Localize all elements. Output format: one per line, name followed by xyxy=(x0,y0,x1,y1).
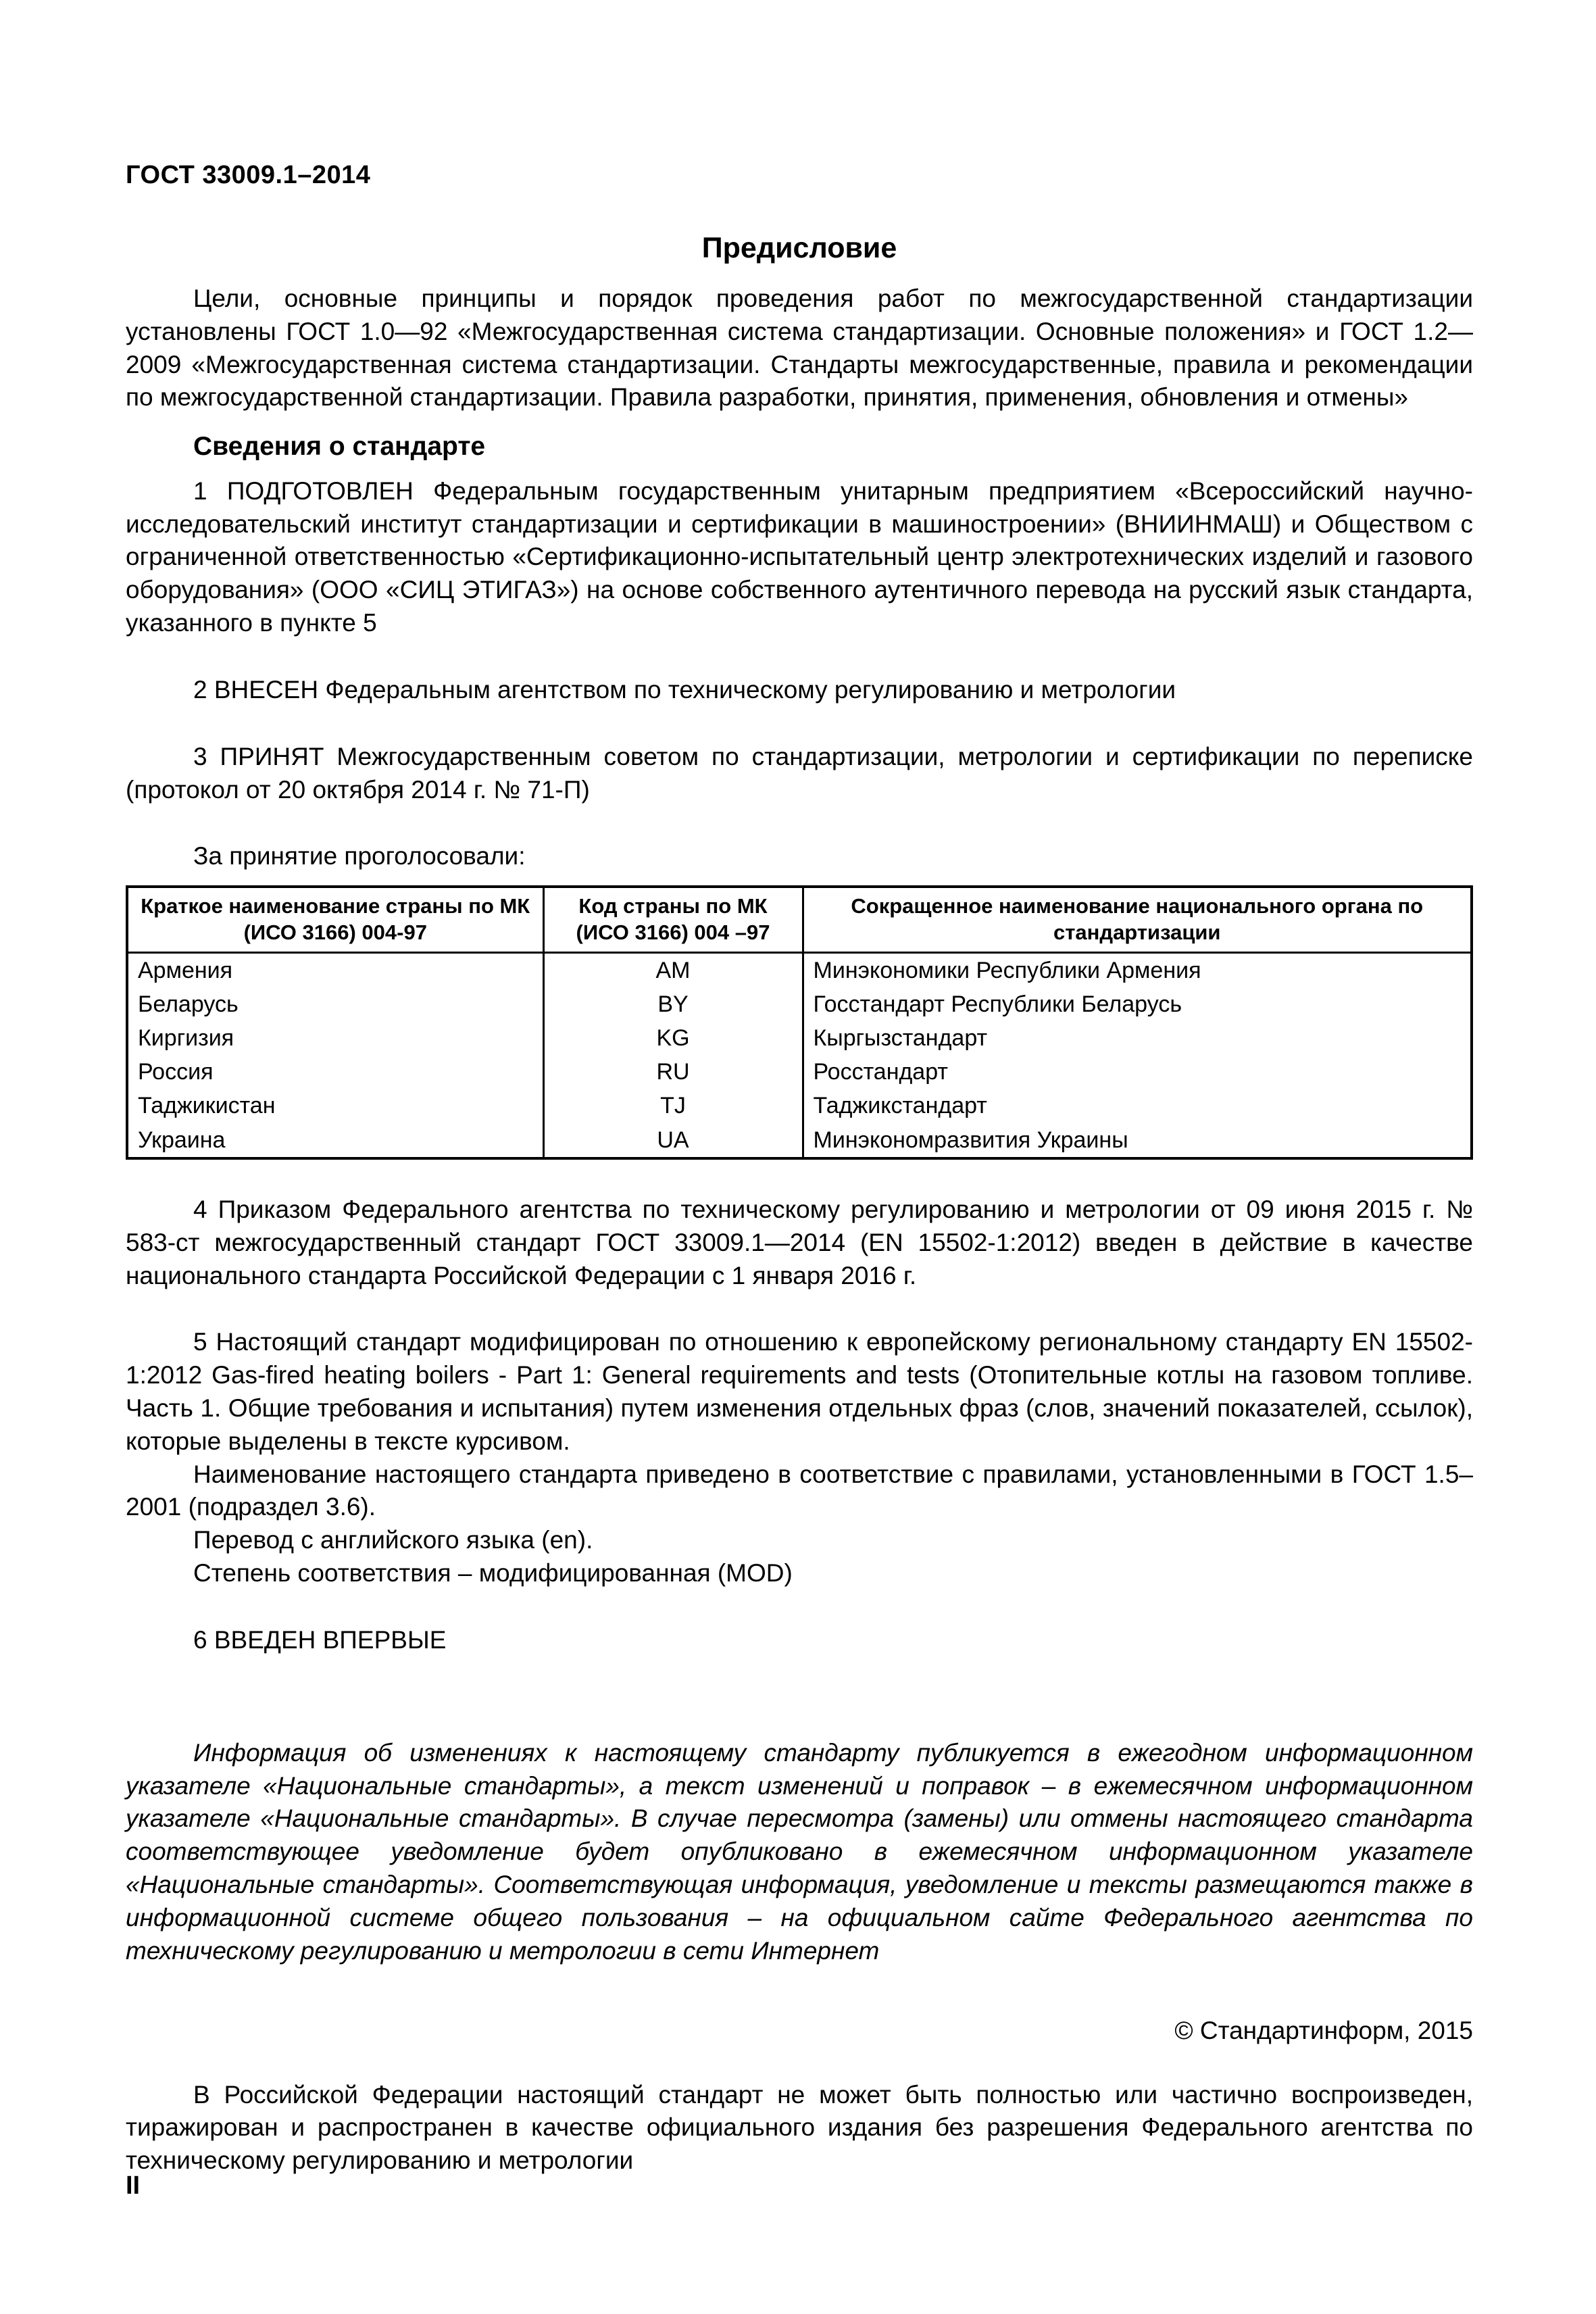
section-heading: Сведения о стандарте xyxy=(193,432,486,462)
cell-country: Украина xyxy=(127,1123,543,1158)
vote-lead: За принятие проголосовали: xyxy=(193,842,526,870)
cell-code: BY xyxy=(543,987,803,1021)
cell-body: Таджикстандарт xyxy=(803,1089,1472,1123)
col-header-national-body: Сокращенное наименование национального органа по стандартизации xyxy=(803,887,1472,952)
cell-body: Росстандарт xyxy=(803,1055,1472,1089)
table-row xyxy=(127,952,1472,987)
voting-table xyxy=(126,885,1473,1160)
cell-body: Минэкономразвития Украины xyxy=(803,1123,1472,1158)
col-header-country-code: Код страны по МК (ИСО 3166) 004 –97 xyxy=(543,887,803,952)
table-row xyxy=(127,1123,1472,1158)
changes-note: Информация об изменениях к настоящему стандарту публикуется в ежегодном информационном указателе «Национальные стандарты», а текст изменений и поправок – в ежемесячном информационном указателе «Национальные стандарты». В случае пересмотра (замены) или отмены настоящего стандарта соответствующее уведомление будет опубликовано в ежемесячном информационном указателе «Национальные стандарты». Соответствующая информация, уведомление и тексты размещаются также в информационной системе общего пользования – на официальном сайте Федерального агентства по техническому регулированию и метрологии в сети Интернет xyxy=(126,1738,1473,1965)
cell-body: Минэкономики Республики Армения xyxy=(803,952,1472,987)
paragraph-conformity-degree: Степень соответствия – модифицированная (MOD) xyxy=(193,1559,793,1587)
paragraph-first-introduced: 6 ВВЕДЕН ВПЕРВЫЕ xyxy=(193,1625,447,1654)
table-row xyxy=(127,987,1472,1021)
paragraph-order: 4 Приказом Федерального агентства по техническому регулированию и метрологии от 09 июня 2015 г. № 583-ст межгосударственный стандарт ГОСТ 33009.1—2014 (EN 15502-1:2012) введен в действие в качестве национального стандарта Российской Федерации с 1 января 2016 г. xyxy=(126,1195,1473,1289)
paragraph-prepared: 1 ПОДГОТОВЛЕН Федеральным государственным унитарным предприятием «Всероссийский научно-исследовательский институт стандартизации и сертификации в машиностроении» (ВНИИНМАШ) и Обществом с ограниченной ответственностью «Сертификационно-испытательный центр электротехнических изделий и газового оборудования» (ООО «СИЦ ЭТИГАЗ») на основе собственного аутентичного перевода на русский язык стандарта, указанного в пункте 5 xyxy=(126,476,1473,637)
cell-country: Таджикистан xyxy=(127,1089,543,1123)
page-number: II xyxy=(126,2171,141,2200)
cell-code: KG xyxy=(543,1021,803,1055)
copyright-line: © Стандартинформ, 2015 xyxy=(1174,2016,1473,2044)
cell-country: Киргизия xyxy=(127,1021,543,1055)
cell-country: Армения xyxy=(127,952,543,987)
table-row xyxy=(127,1021,1472,1055)
paragraph-translation: Перевод с английского языка (en). xyxy=(193,1526,593,1554)
cell-body: Госстандарт Республики Беларусь xyxy=(803,987,1472,1021)
table-row xyxy=(127,1055,1472,1089)
doc-number: ГОСТ 33009.1–2014 xyxy=(126,161,371,189)
table-row xyxy=(127,1089,1472,1123)
cell-code: RU xyxy=(543,1055,803,1089)
reproduction-notice: В Российской Федерации настоящий стандарт не может быть полностью или частично воспроизведен, тиражирован и распространен в качестве официального издания без разрешения Федерального агентства по техническому регулированию и метрологии xyxy=(126,2080,1473,2175)
paragraph-modified: 5 Настоящий стандарт модифицирован по отношению к европейскому региональному стандарту EN 15502-1:2012 Gas-fired heating boilers - Part 1: General requirements and tests (Отопительные котлы на газовом топливе. Часть 1. Общие требования и испытания) путем изменения отдельных фраз (слов, значений показателей, ссылок), которые выделены в тексте курсивом. xyxy=(126,1328,1473,1455)
paragraph-adopted: 3 ПРИНЯТ Межгосударственным советом по стандартизации, метрологии и сертификации по переписке (протокол от 20 октября 2014 г. № 71-П) xyxy=(126,742,1473,804)
table-header-row xyxy=(127,887,1472,952)
cell-country: Беларусь xyxy=(127,987,543,1021)
cell-code: UA xyxy=(543,1123,803,1158)
cell-code: TJ xyxy=(543,1089,803,1123)
paragraph-name-alignment: Наименование настоящего стандарта приведено в соответствие с правилами, установленными в ГОСТ 1.5–2001 (подраздел 3.6). xyxy=(126,1460,1473,1521)
paragraph-submitted: 2 ВНЕСЕН Федеральным агентством по техническому регулированию и метрологии xyxy=(193,675,1176,704)
intro-paragraph: Цели, основные принципы и порядок проведения работ по межгосударственной стандартизации установлены ГОСТ 1.0—92 «Межгосударственная система стандартизации. Основные положения» и ГОСТ 1.2—2009 «Межгосударственная система стандартизации. Стандарты межгосударственные, правила и рекомендации по межгосударственной стандартизации. Правила разработки, принятия, применения, обновления и отмены» xyxy=(126,285,1473,412)
page-title: Предисловие xyxy=(701,232,897,264)
col-header-country-name: Краткое наименование страны по МК (ИСО 3166) 004-97 xyxy=(127,887,543,952)
cell-body: Кыргызстандарт xyxy=(803,1021,1472,1055)
cell-code: AM xyxy=(543,952,803,987)
cell-country: Россия xyxy=(127,1055,543,1089)
